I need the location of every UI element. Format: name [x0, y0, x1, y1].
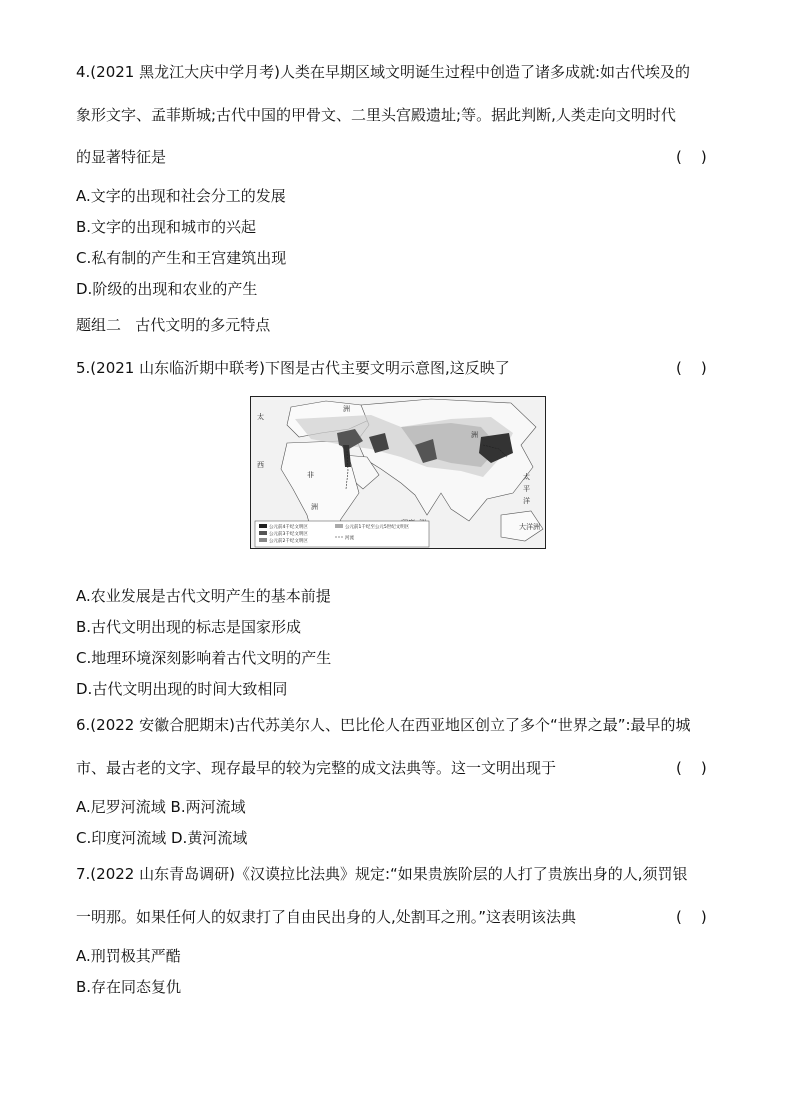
q7-option-b: B.存在同态复仇: [76, 978, 182, 996]
map-label-9: 太: [523, 473, 530, 481]
q7-option-a: A.刑罚极其严酷: [76, 947, 181, 965]
q5-answer-blank: ( ): [676, 359, 707, 377]
legend-4: 公元前1千纪至公元5世纪文明区: [345, 525, 410, 530]
legend-2: 公元前3千纪文明区: [269, 532, 308, 537]
legend-1: 公元前4千纪文明区: [269, 525, 308, 530]
q4-stem-line1: 4.(2021 黑龙江大庆中学月考)人类在早期区域文明诞生过程中创造了诸多成就:如古代埃及的: [76, 63, 691, 81]
q4-stem-line2: 象形文字、孟菲斯城;古代中国的甲骨文、二里头宫殿遗址;等。据此判断,人类走向文明时代: [76, 106, 676, 124]
map-graphic: [251, 397, 545, 548]
legend-3: 公元前2千纪文明区: [269, 539, 308, 544]
ancient-civilizations-map: [250, 396, 546, 549]
map-label-12: 大洋洲: [519, 523, 540, 531]
map-label-2: 西: [257, 461, 264, 469]
q5-stem-line1: 5.(2021 山东临沂期中联考)下图是古代主要文明示意图,这反映了: [76, 359, 510, 377]
q4-stem-line3: 的显著特征是: [76, 148, 167, 166]
q6-options-ab: A.尼罗河流域 B.两河流域: [76, 798, 246, 816]
q4-option-b: B.文字的出现和城市的兴起: [76, 218, 257, 236]
map-label-1: 太: [257, 413, 264, 421]
q5-option-c: C.地理环境深刻影响着古代文明的产生: [76, 649, 332, 667]
legend-5: 河流: [345, 536, 354, 541]
map-label-4: 洲: [471, 431, 478, 439]
q5-option-a: A.农业发展是古代文明产生的基本前提: [76, 587, 331, 605]
section-title: 题组二 古代文明的多元特点: [76, 316, 271, 334]
map-label-11: 洋: [523, 497, 530, 505]
q4-option-d: D.阶级的出现和农业的产生: [76, 280, 258, 298]
q6-stem-line2: 市、最古老的文字、现存最早的较为完整的成文法典等。这一文明出现于: [76, 759, 557, 777]
q7-answer-blank: ( ): [676, 908, 707, 926]
map-label-10: 平: [523, 485, 530, 493]
q7-stem-line2: 一明那。如果任何人的奴隶打了自由民出身的人,处割耳之刑。”这表明该法典: [76, 908, 577, 926]
q6-options-cd: C.印度河流域 D.黄河流域: [76, 829, 248, 847]
map-label-6: 洲: [311, 503, 318, 511]
q5-option-d: D.古代文明出现的时间大致相同: [76, 680, 288, 698]
q4-answer-blank: ( ): [676, 148, 707, 166]
q4-option-a: A.文字的出现和社会分工的发展: [76, 187, 286, 205]
q6-stem-line1: 6.(2022 安徽合肥期末)古代苏美尔人、巴比伦人在西亚地区创立了多个“世界之最”:最早的城: [76, 716, 691, 734]
map-label-3: 洲: [343, 405, 350, 413]
map-label-5: 非: [307, 471, 314, 479]
q6-answer-blank: ( ): [676, 759, 707, 777]
q7-stem-line1: 7.(2022 山东青岛调研)《汉谟拉比法典》规定:“如果贵族阶层的人打了贵族出身的人,须罚银: [76, 865, 688, 883]
q4-option-c: C.私有制的产生和王宫建筑出现: [76, 249, 287, 267]
q5-option-b: B.古代文明出现的标志是国家形成: [76, 618, 302, 636]
